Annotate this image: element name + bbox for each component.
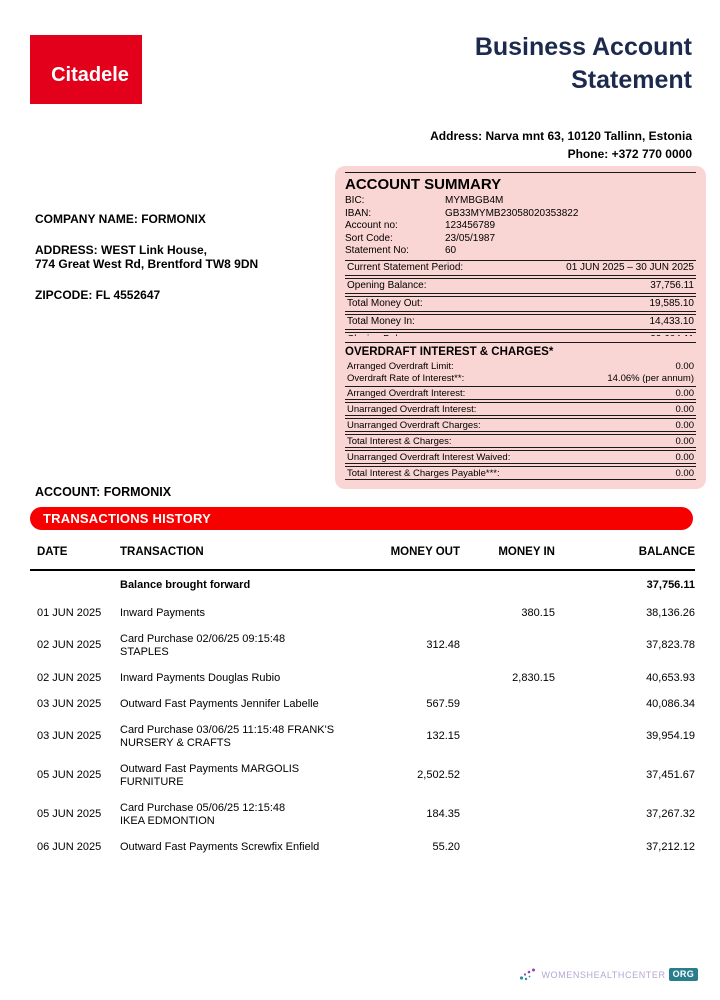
transaction-balance: 40,653.93: [646, 671, 695, 684]
overdraft-row-value: 0.00: [675, 435, 694, 447]
account-heading: ACCOUNT: FORMONIX: [35, 485, 172, 499]
table-row: [30, 795, 695, 834]
transaction-balance: 39,954.19: [646, 730, 695, 742]
overdraft-plain-rows: [345, 360, 696, 384]
summary-info-label: Sort Code:: [345, 232, 393, 244]
transaction-date: 05 JUN 2025: [37, 769, 102, 781]
overdraft-bordered-rows: [345, 386, 696, 480]
summary-balance-row-label: Opening Balance:: [347, 279, 427, 291]
overdraft-row: [345, 372, 696, 384]
transaction-date: 06 JUN 2025: [37, 840, 102, 853]
transaction-date: 02 JUN 2025: [37, 639, 102, 651]
transactions-table: [30, 538, 695, 860]
summary-info-row: [345, 195, 696, 208]
summary-balance-row-value: 37,756.11: [650, 279, 694, 291]
transaction-balance: 37,451.67: [646, 769, 695, 781]
transaction-description: Outward Fast Payments MARGOLIS FURNITURE: [120, 762, 300, 788]
overdraft-row: [345, 434, 696, 448]
summary-balance-row-label: Current Statement Period:: [347, 261, 464, 273]
company-info-block: [35, 212, 258, 302]
overdraft-row-value: 14.06% (per annum): [607, 372, 694, 384]
transaction-money-out: 312.48: [426, 639, 460, 651]
footer-watermark-text: WOMENSHEALTHCENTER: [541, 969, 666, 980]
transaction-balance: 40,086.34: [646, 697, 695, 710]
summary-balance-row-label: Total Money In:: [347, 315, 415, 327]
summary-balance-row-value: 01 JUN 2025 – 30 JUN 2025: [566, 261, 694, 273]
transaction-money-out: 55.20: [432, 840, 460, 853]
summary-info-row: [345, 220, 696, 233]
transaction-money-in: 2,830.15: [512, 671, 555, 684]
overdraft-row-value: 0.00: [675, 451, 694, 463]
company-address-line1: ADDRESS: WEST Link House,: [35, 243, 208, 257]
overdraft-row-value: 0.00: [675, 387, 694, 399]
overdraft-row-label: Arranged Overdraft Limit:: [347, 360, 454, 372]
summary-balance-row: [345, 278, 696, 294]
transaction-description: Inward Payments Douglas Rubio: [120, 671, 281, 684]
column-header-transaction: TRANSACTION: [120, 546, 204, 558]
overdraft-row-label: Overdraft Rate of Interest**:: [347, 372, 465, 384]
summary-info-row: [345, 245, 696, 258]
table-row: [30, 756, 695, 795]
transaction-description: Outward Fast Payments Jennifer Labelle: [120, 697, 319, 710]
table-row: [30, 834, 695, 860]
overdraft-row-label: Arranged Overdraft Interest:: [347, 387, 466, 399]
footer-watermark-badge: ORG: [669, 968, 698, 982]
company-name: COMPANY NAME: FORMONIX: [35, 212, 206, 226]
transaction-description: Card Purchase 02/06/25 09:15:48 STAPLES: [120, 632, 286, 658]
summary-balance-rows: [345, 260, 696, 348]
company-zipcode: ZIPCODE: FL 4552647: [35, 288, 161, 302]
page-title: Business Account Statement: [474, 33, 692, 94]
footer-watermark: [519, 966, 698, 983]
overdraft-row-value: 0.00: [675, 360, 694, 372]
overdraft-row: [345, 418, 696, 432]
transactions-body: [30, 600, 695, 860]
overdraft-row-label: Unarranged Overdraft Interest:: [347, 403, 477, 415]
summary-info-label: BIC:: [345, 195, 365, 206]
transaction-balance: 37,267.32: [646, 808, 695, 820]
column-header-balance: BALANCE: [638, 546, 695, 558]
overdraft-row: [345, 450, 696, 464]
summary-balance-row: [345, 260, 696, 276]
summary-info-value: 123456789: [445, 220, 496, 231]
transaction-money-in: 380.15: [521, 606, 555, 619]
overdraft-row-value: 0.00: [675, 403, 694, 415]
summary-info-value: 60: [445, 245, 457, 256]
summary-info-value: MYMBGB4M: [445, 195, 504, 206]
overdraft-box: [335, 336, 706, 489]
summary-info-row: [345, 208, 696, 221]
opening-row-label: Balance brought forward: [120, 579, 251, 591]
transaction-date: 01 JUN 2025: [37, 606, 102, 619]
summary-info-rows: [345, 195, 696, 258]
summary-info-value: 23/05/1987: [445, 232, 496, 244]
transaction-balance: 38,136.26: [646, 606, 695, 619]
overdraft-row-value: 0.00: [675, 467, 694, 479]
summary-balance-row-value: 14,433.10: [649, 315, 694, 327]
overdraft-title: OVERDRAFT INTEREST & CHARGES*: [345, 346, 554, 358]
bank-address: Address: Narva mnt 63, 10120 Tallinn, Estonia: [430, 129, 692, 143]
summary-info-row: [345, 233, 696, 246]
transaction-description: Card Purchase 05/06/25 12:15:48 IKEA EDMONTION: [120, 801, 286, 827]
opening-balance-row: [30, 571, 695, 600]
summary-info-value: GB33MYMB23058020353822: [445, 207, 579, 219]
transactions-history-banner: [30, 507, 693, 530]
overdraft-row-label: Unarranged Overdraft Interest Waived:: [347, 451, 511, 463]
transaction-description: Card Purchase 03/06/25 11:15:48 FRANK'S NURSERY & CRAFTS: [120, 723, 335, 749]
overdraft-row-label: Total Interest & Charges Payable***:: [347, 467, 500, 479]
column-header-money-out: MONEY OUT: [390, 546, 460, 558]
summary-info-label: Statement No:: [345, 245, 409, 256]
transaction-date: 03 JUN 2025: [37, 730, 102, 742]
overdraft-row: [345, 402, 696, 416]
overdraft-row-value: 0.00: [675, 419, 694, 431]
transaction-money-out: 132.15: [426, 730, 460, 742]
table-row: [30, 600, 695, 626]
table-row: [30, 626, 695, 665]
overdraft-top-rule: [345, 342, 696, 343]
summary-balance-row-value: 19,585.10: [649, 297, 694, 309]
transaction-money-out: 2,502.52: [417, 769, 460, 781]
transaction-date: 03 JUN 2025: [37, 697, 102, 710]
transactions-history-banner-label: TRANSACTIONS HISTORY: [43, 511, 211, 526]
transaction-money-out: 567.59: [426, 697, 460, 710]
table-row: [30, 665, 695, 691]
transaction-balance: 37,823.78: [646, 639, 695, 651]
dots-logo-icon: [519, 966, 539, 983]
overdraft-row: [345, 360, 696, 372]
account-summary-box: [335, 166, 706, 357]
bank-phone: Phone: +372 770 0000: [567, 147, 692, 161]
summary-balance-row-label: Total Money Out:: [347, 297, 423, 309]
summary-top-rule: [345, 172, 696, 173]
transaction-description: Outward Fast Payments Screwfix Enfield: [120, 840, 320, 853]
transaction-date: 02 JUN 2025: [37, 671, 102, 684]
summary-balance-row: [345, 314, 696, 330]
summary-info-label: Account no:: [345, 220, 398, 231]
opening-row-balance: 37,756.11: [646, 579, 695, 591]
table-header-row: [30, 538, 695, 571]
account-summary-title: ACCOUNT SUMMARY: [345, 176, 502, 193]
column-header-money-in: MONEY IN: [498, 546, 555, 558]
transaction-date: 05 JUN 2025: [37, 808, 102, 820]
transaction-money-out: 184.35: [426, 808, 460, 820]
summary-info-label: IBAN:: [345, 207, 372, 219]
overdraft-row-label: Unarranged Overdraft Charges:: [347, 419, 481, 431]
summary-balance-row: [345, 296, 696, 312]
citadele-logo-text: Citadele: [51, 64, 129, 86]
overdraft-row: [345, 466, 696, 480]
transaction-balance: 37,212.12: [646, 840, 695, 853]
table-row: [30, 717, 695, 756]
table-row: [30, 691, 695, 717]
bank-contact-block: [430, 127, 692, 163]
overdraft-row-label: Total Interest & Charges:: [347, 435, 452, 447]
column-header-date: DATE: [37, 546, 68, 558]
transaction-description: Inward Payments: [120, 606, 205, 619]
citadele-logo: [30, 35, 142, 104]
company-address-line2: 774 Great West Rd, Brentford TW8 9DN: [35, 257, 259, 271]
overdraft-row: [345, 386, 696, 400]
